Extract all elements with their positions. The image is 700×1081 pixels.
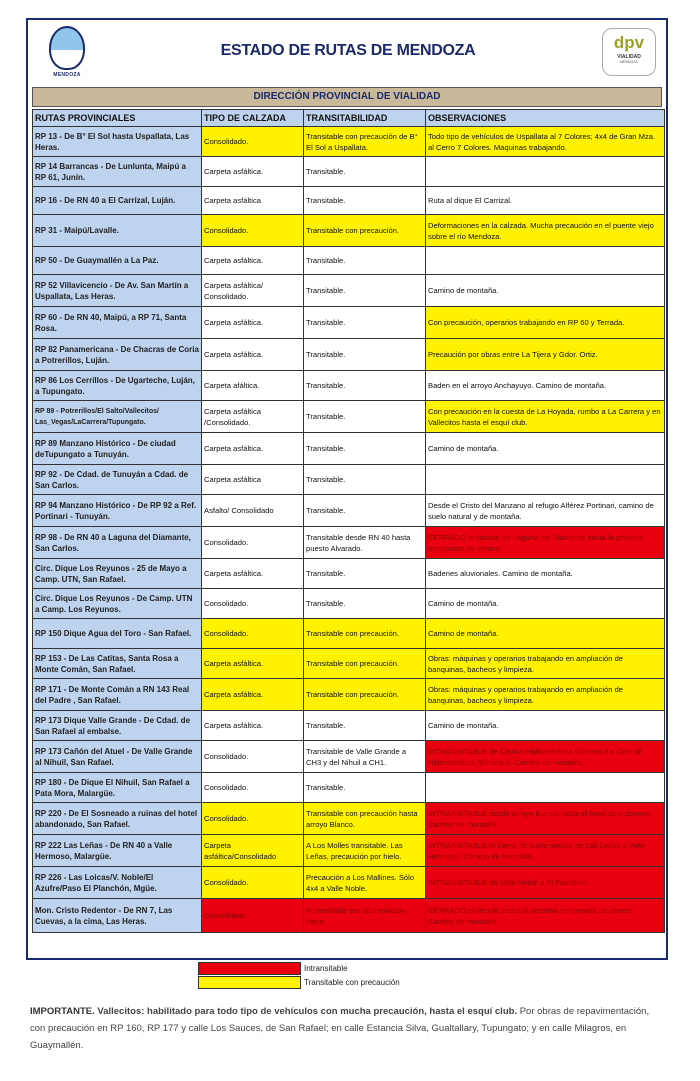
table-row (33, 649, 665, 679)
table-row (33, 679, 665, 711)
observaciones-cell: Con precaución, operarios trabajando en RP 60 y Terrada. (426, 307, 665, 339)
calzada-cell: Consolidado. (202, 773, 304, 803)
note-important-label: IMPORTANTE. (30, 1006, 95, 1017)
route-cell: RP 60 - De RN 40, Maipú, a RP 71, Santa Rosa. (33, 307, 202, 339)
mendoza-logo (46, 26, 88, 82)
table-row (33, 215, 665, 247)
observaciones-cell: CERRADO el circuito hasta la próxima temporada de verano. Camino de montaña. (426, 899, 665, 933)
route-cell: RP 94 Manzano Histórico - De RP 92 a Ref. Portinari - Tunuyán. (33, 495, 202, 527)
transitabilidad-cell: Transitable. (304, 247, 426, 275)
calzada-cell: Consolidado. (202, 741, 304, 773)
calzada-cell: Carpeta asfáltica. (202, 157, 304, 187)
table-row (33, 527, 665, 559)
route-cell: RP 86 Los Cerrillos - De Ugarteche, Luján, a Tupungato. (33, 371, 202, 401)
note-rest-text: Por obras de repavimentación, con precaución en RP 160, RP 177 y calle Los Sauces, de San Rafael; en calle Estancia Silva, Gualtallary, Tupungato; y en calle Milagros, en Guaymallén. (30, 1006, 650, 1051)
transitabilidad-cell: Transitable. (304, 711, 426, 741)
col-header-transitabilidad: TRANSITABILIDAD (304, 110, 426, 127)
observaciones-cell: Desde el Cristo del Manzano al refugio Alférez Portinari, camino de suelo natural y de montaña. (426, 495, 665, 527)
route-cell: RP 173 Cañón del Atuel - De Valle Grande al Nihuil, San Rafael. (33, 741, 202, 773)
route-cell: RP 173 Dique Valle Grande - De Cdad. de San Rafael al embalse. (33, 711, 202, 741)
table-row (33, 187, 665, 215)
calzada-cell: Carpeta asfáltica/Consolidado (202, 835, 304, 867)
transitabilidad-cell: Transitable. (304, 433, 426, 465)
transitabilidad-cell: Precaución a Los Mallines. Sólo 4x4 a Valle Noble. (304, 867, 426, 899)
transitabilidad-cell: Transitable con precaución. (304, 679, 426, 711)
observaciones-cell: Camino de montaña. (426, 275, 665, 307)
calzada-cell: Consolidado. (202, 803, 304, 835)
vialidad-mark-icon: dpv (613, 33, 645, 52)
calzada-cell: Consolidado. (202, 867, 304, 899)
route-cell: Circ. Dique Los Reyunos - 25 de Mayo a Camp. UTN, San Rafael. (33, 559, 202, 589)
route-cell: RP 150 Dique Agua del Toro - San Rafael. (33, 619, 202, 649)
calzada-cell: Consolidado. (202, 127, 304, 157)
calzada-cell: Asfalto/ Consolidado (202, 495, 304, 527)
observaciones-cell: INTRANSITABLE desde arroyo Blanco hasta el hotel abandonado. Camino de montaña. (426, 803, 665, 835)
route-cell: RP 14 Barrancas - De Lunlunta, Maipú a RP 61, Junín. (33, 157, 202, 187)
table-row (33, 401, 665, 433)
table-row (33, 773, 665, 803)
observaciones-cell: Camino de montaña. (426, 433, 665, 465)
table-row (33, 619, 665, 649)
observaciones-cell: Ruta al dique El Carrizal. (426, 187, 665, 215)
table-row (33, 157, 665, 187)
observaciones-cell: Badenes aluvionales. Camino de montaña. (426, 559, 665, 589)
table-row (33, 275, 665, 307)
calzada-cell: Carpeta asfáltica /Consolidado. (202, 401, 304, 433)
transitabilidad-cell: Transitable. (304, 187, 426, 215)
col-header-calzada: TIPO DE CALZADA (202, 110, 304, 127)
subheader: DIRECCIÓN PROVINCIAL DE VIALIDAD (32, 87, 662, 107)
route-cell: RP 153 - De Las Catitas, Santa Rosa a Monte Comán, San Rafael. (33, 649, 202, 679)
calzada-cell: Consolidado. (202, 589, 304, 619)
route-cell: RP 92 - De Cdad. de Tunuyán a Cdad. de San Carlos. (33, 465, 202, 495)
calzada-cell: Carpeta asfáltica/ Consolidado. (202, 275, 304, 307)
table-row (33, 247, 665, 275)
observaciones-cell (426, 773, 665, 803)
legend-swatch-yellow (198, 976, 301, 989)
report-frame (26, 18, 668, 960)
observaciones-cell (426, 157, 665, 187)
observaciones-cell: INTRANSITABLE de Central Hidroeléctrica Número 3 a Central Hidroeléctrica Número 1. Camino de montaña. (426, 741, 665, 773)
table-row (33, 339, 665, 371)
transitabilidad-cell: A Los Molles transitable. Las Leñas, precaución por hielo. (304, 835, 426, 867)
transitabilidad-cell: Transitable con precaución. (304, 649, 426, 679)
transitabilidad-cell: Transitable. (304, 307, 426, 339)
table-row (33, 465, 665, 495)
transitabilidad-cell: Transitable. (304, 401, 426, 433)
observaciones-cell: Camino de montaña. (426, 589, 665, 619)
table-row (33, 127, 665, 157)
observaciones-cell: Con precaución en la cuesta de La Hoyada, rumbo a La Carrera y en Vallecitos hasta el esquí club. (426, 401, 665, 433)
page-title: ESTADO DE RUTAS DE MENDOZA (220, 42, 476, 59)
table-row (33, 495, 665, 527)
route-cell: RP 82 Panamericana - De Chacras de Coria a Potrerillos, Luján. (33, 339, 202, 371)
transitabilidad-cell: Transitable desde RN 40 hasta puesto Alvarado. (304, 527, 426, 559)
mendoza-shield-icon (49, 26, 85, 70)
legend-label-precaucion: Transitable con precaución (304, 978, 400, 987)
table-row (33, 835, 665, 867)
route-cell: RP 31 - Maipú/Lavalle. (33, 215, 202, 247)
route-cell: Mon. Cristo Redentor - De RN 7, Las Cuevas, a la cima, Las Heras. (33, 899, 202, 933)
transitabilidad-cell: Transitable. (304, 275, 426, 307)
observaciones-cell: CERRADO el circuito de Laguna del Diamante hasta la próxima temporada de verano. (426, 527, 665, 559)
route-cell: RP 98 - De RN 40 a Laguna del Diamante, San Carlos. (33, 527, 202, 559)
observaciones-cell (426, 465, 665, 495)
calzada-cell: Consolidado. (202, 527, 304, 559)
col-header-observaciones: OBSERVACIONES (426, 110, 665, 127)
legend-label-intransitable: Intransitable (304, 964, 348, 973)
mendoza-logo-caption: MENDOZA (53, 72, 81, 78)
note-bold-text: Vallecitos: habilitado para todo tipo de vehículos con mucha precaución, hasta el esquí club. (97, 1006, 518, 1017)
observaciones-cell (426, 247, 665, 275)
calzada-cell: Carpeta asfáltica. (202, 433, 304, 465)
header (28, 20, 666, 84)
calzada-cell: Carpeta afáltica. (202, 371, 304, 401)
route-cell: RP 13 - De B° El Sol hasta Uspallata, Las Heras. (33, 127, 202, 157)
transitabilidad-cell: Transitable. (304, 339, 426, 371)
table-row (33, 711, 665, 741)
observaciones-cell: Todo tipo de vehículos de Uspallata al 7 Colores; 4x4 de Gran Mza. al Cerro 7 Colores. Maquinas trabajando. (426, 127, 665, 157)
transitabilidad-cell: Transitable con precaución de B° El Sol a Uspallata. (304, 127, 426, 157)
observaciones-cell: INTRANSITABLE el tramo de suelo natural de Las Leñas a Valle Hermoso. Camino de montaña. (426, 835, 665, 867)
observaciones-cell: Obras: máquinas y operarios trabajando en ampliación de banquinas, bacheos y limpieza. (426, 679, 665, 711)
route-cell: RP 222 Las Leñas - De RN 40 a Valle Hermoso, Malargüe. (33, 835, 202, 867)
table-row (33, 741, 665, 773)
vialidad-logo-text: VIALIDAD (617, 54, 641, 60)
table-row (33, 899, 665, 933)
table-header-row (33, 110, 665, 127)
legend-swatch-red (198, 962, 301, 975)
vialidad-logo (602, 28, 656, 76)
calzada-cell: Consolidado. (202, 619, 304, 649)
route-cell: Circ. Dique Los Reyunos - De Camp. UTN a Camp. Los Reyunos. (33, 589, 202, 619)
observaciones-cell: Precaución por obras entre La Tijera y Gdor. Ortiz. (426, 339, 665, 371)
route-cell: RP 180 - De Dique El Nihuil, San Rafael a Pata Mora, Malargüe. (33, 773, 202, 803)
table-row (33, 867, 665, 899)
route-cell: RP 89 - Potrerillos/El Salto/Vallecitos/ Las_Vegas/LaCarrera/Tupungato. (33, 401, 202, 433)
calzada-cell: Consolidado. (202, 215, 304, 247)
calzada-cell: Consolidado. (202, 899, 304, 933)
route-cell: RP 171 - De Monte Comán a RN 143 Real del Padre , San Rafael. (33, 679, 202, 711)
calzada-cell: Carpeta asfáltica. (202, 711, 304, 741)
transitabilidad-cell: Transitable. (304, 589, 426, 619)
calzada-cell: Carpeta asfáltica (202, 465, 304, 495)
observaciones-cell: Deformaciones en la calzada. Mucha precaución en el puente viejo sobre el río Mendoza. (426, 215, 665, 247)
observaciones-cell: Obras: máquinas y operarios trabajando en ampliación de banquinas, bacheos y limpieza. (426, 649, 665, 679)
transitabilidad-cell: Transitable. (304, 773, 426, 803)
transitabilidad-cell: Transitable con precaución. (304, 619, 426, 649)
transitabilidad-cell: Transitable de Valle Grande a CH3 y del Nihuil a CH1. (304, 741, 426, 773)
calzada-cell: Carpeta asfáltica. (202, 307, 304, 339)
transitabilidad-cell: Transitable. (304, 465, 426, 495)
transitabilidad-cell: Transitable. (304, 495, 426, 527)
col-header-rutas: RUTAS PROVINCIALES (33, 110, 202, 127)
table-row (33, 559, 665, 589)
route-cell: RP 16 - De RN 40 a El Carrizal, Luján. (33, 187, 202, 215)
calzada-cell: Carpeta asfáltica. (202, 559, 304, 589)
observaciones-cell: Baden en el arroyo Anchayuyo. Camino de montaña. (426, 371, 665, 401)
table-row (33, 803, 665, 835)
route-cell: RP 50 - De Guaymallén a La Paz. (33, 247, 202, 275)
table-row (33, 307, 665, 339)
table-row (33, 589, 665, 619)
table-row (33, 433, 665, 465)
calzada-cell: Carpeta asfáltica. (202, 339, 304, 371)
transitabilidad-cell: Transitable. (304, 371, 426, 401)
route-cell: RP 89 Manzano Histórico - De ciudad deTupungato a Tunuyán. (33, 433, 202, 465)
table-row (33, 371, 665, 401)
transitabilidad-cell: Transitable. (304, 157, 426, 187)
route-cell: RP 226 - Las Loicas/V. Noble/El Azufre/Paso El Planchón, Mgüe. (33, 867, 202, 899)
transitabilidad-cell: Intransitable por acumulación nieve. (304, 899, 426, 933)
transitabilidad-cell: Transitable con precaución hasta arroyo Blanco. (304, 803, 426, 835)
transitabilidad-cell: Transitable con precaución. (304, 215, 426, 247)
route-cell: RP 220 - De El Sosneado a ruinas del hotel abandonado, San Rafael. (33, 803, 202, 835)
routes-table (32, 109, 665, 933)
vialidad-logo-sub: MENDOZA (620, 60, 638, 64)
calzada-cell: Carpeta asfáltica. (202, 247, 304, 275)
calzada-cell: Carpeta asfáltica. (202, 649, 304, 679)
calzada-cell: Carpeta asfáltica (202, 187, 304, 215)
observaciones-cell: INTRANSITABLE de Valle Noble a El Planchón. (426, 867, 665, 899)
observaciones-cell: Camino de montaña. (426, 711, 665, 741)
transitabilidad-cell: Transitable. (304, 559, 426, 589)
calzada-cell: Carpeta asfáltica. (202, 679, 304, 711)
important-note (30, 1003, 660, 1054)
observaciones-cell: Camino de montaña. (426, 619, 665, 649)
route-cell: RP 52 Villavicencio - De Av. San Martín a Uspallata, Las Heras. (33, 275, 202, 307)
